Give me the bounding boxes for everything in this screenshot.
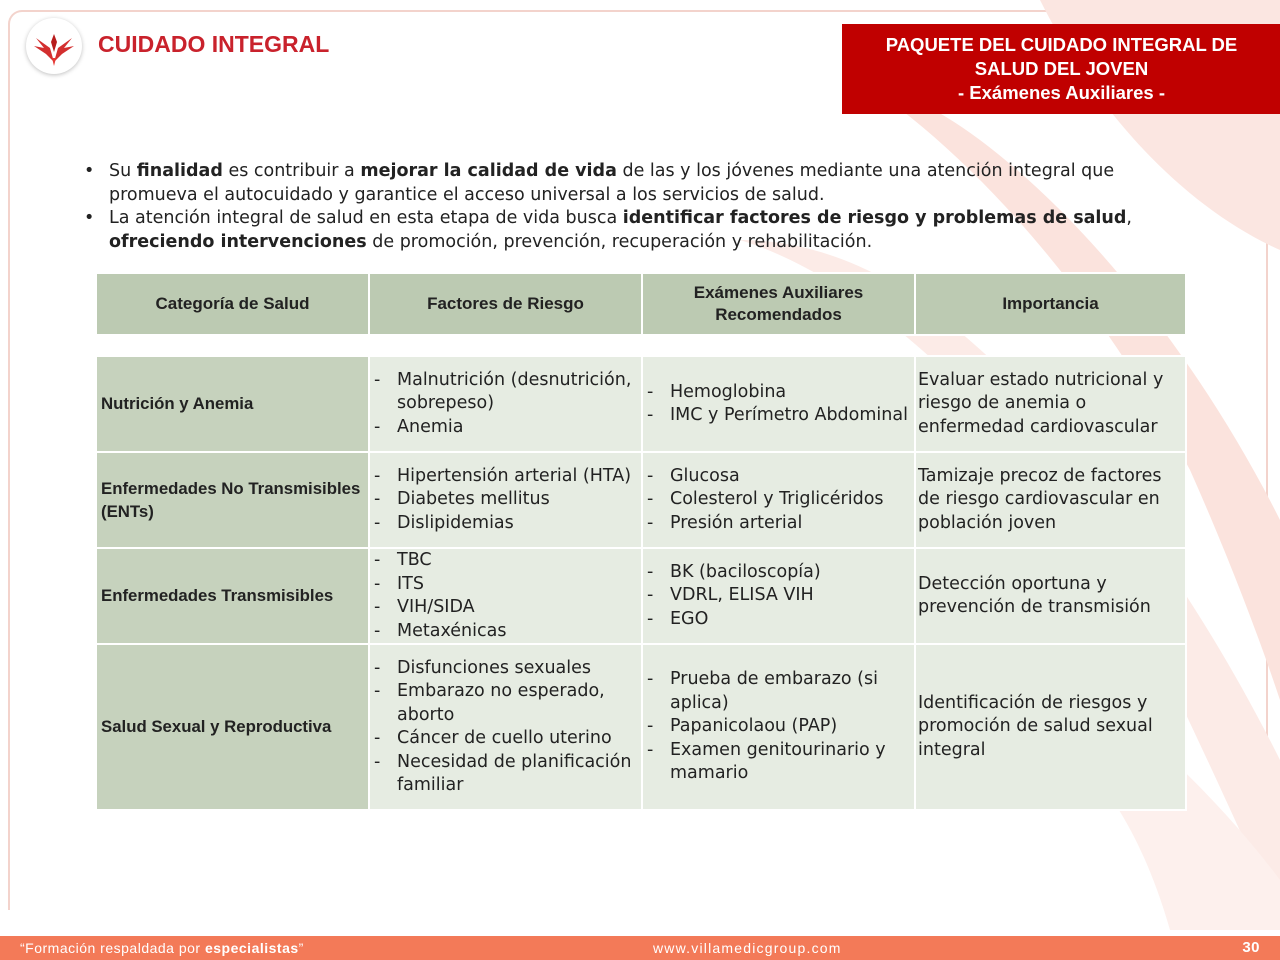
intro-text-run: La atención integral de salud en esta etapa de vida busca (109, 208, 623, 228)
list-item: - Metaxénicas (370, 620, 641, 644)
intro-text-run: es contribuir a (222, 161, 361, 181)
brand-title: CUIDADO INTEGRAL (98, 31, 330, 57)
list-item: - Glucosa (643, 465, 914, 489)
exams-list (643, 668, 914, 786)
slide-title-box (842, 24, 1280, 114)
exams-list (643, 381, 914, 428)
list-item: - Anemia (370, 416, 641, 440)
list-item: - IMC y Perímetro Abdominal (643, 404, 914, 428)
list-item: - VIH/SIDA (370, 596, 641, 620)
list-item: - ITS (370, 573, 641, 597)
list-item: - Presión arterial (643, 512, 914, 536)
list-item: - Embarazo no esperado, aborto (370, 680, 641, 727)
category-cell: Salud Sexual y Reproductiva (96, 644, 369, 810)
footer-bar (0, 936, 1280, 960)
list-item: - Diabetes mellitus (370, 488, 641, 512)
risk-factors-list (370, 465, 641, 536)
category-cell: Enfermedades Transmisibles (96, 548, 369, 644)
intro-text (84, 160, 1184, 254)
bullet-dot-icon: • (84, 161, 95, 181)
page-number: 30 (1242, 939, 1260, 956)
list-item: - Papanicolaou (PAP) (643, 715, 914, 739)
risk-factors-cell (369, 356, 642, 452)
risk-factors-list (370, 549, 641, 643)
exams-cell (642, 644, 915, 810)
intro-bullet-1 (84, 160, 1184, 207)
list-item: - Hemoglobina (643, 381, 914, 405)
intro-bold-run: identificar factores de riesgo y problemas de salud (622, 208, 1127, 228)
intro-bullet-2 (84, 207, 1184, 254)
header-category: Categoría de Salud (96, 273, 369, 335)
phoenix-logo-icon (26, 18, 82, 74)
list-item: - TBC (370, 549, 641, 573)
header-importance: Importancia (915, 273, 1186, 335)
table-header (95, 272, 1187, 336)
category-cell: Nutrición y Anemia (96, 356, 369, 452)
intro-bold-run: mejorar la calidad de vida (360, 161, 617, 181)
slide-title-line-3: - Exámenes Auxiliares - (957, 82, 1166, 103)
intro-bold-run: ofreciendo intervenciones (109, 231, 367, 252)
intro-bold-run: finalidad (136, 161, 223, 181)
importance-cell: Evaluar estado nutricional y riesgo de anemia o enfermedad cardiovascular (915, 356, 1186, 452)
importance-cell: Detección oportuna y prevención de transmisión (915, 548, 1186, 644)
table-row (96, 452, 1186, 548)
intro-text-run: de promoción, prevención, recuperación y rehabilitación. (366, 231, 873, 252)
slogan-bold: especialistas (204, 940, 299, 956)
risk-factors-cell (369, 548, 642, 644)
exams-list (643, 465, 914, 536)
exams-cell (642, 356, 915, 452)
risk-factors-cell (369, 452, 642, 548)
footer-slogan (20, 940, 304, 956)
risk-factors-list (370, 369, 641, 440)
bullet-dot-icon: • (84, 208, 95, 228)
exams-list (643, 561, 914, 632)
list-item: - Cáncer de cuello uterino (370, 727, 641, 751)
slide-title-line-1: PAQUETE DEL CUIDADO INTEGRAL DE (885, 34, 1238, 55)
list-item: - BK (baciloscopía) (643, 561, 914, 585)
slogan-text: ” (298, 940, 304, 956)
category-cell: Enfermedades No Transmisibles (ENTs) (96, 452, 369, 548)
health-table (95, 355, 1187, 811)
exams-cell (642, 452, 915, 548)
list-item: - Malnutrición (desnutrición, sobrepeso) (370, 369, 641, 416)
footer-website-link[interactable]: www.villamedicgroup.com (653, 940, 842, 956)
intro-text-run: , (1126, 208, 1132, 228)
importance-cell: Tamizaje precoz de factores de riesgo cardiovascular en población joven (915, 452, 1186, 548)
list-item: - Prueba de embarazo (si aplica) (643, 668, 914, 715)
risk-factors-cell (369, 644, 642, 810)
table-row (96, 356, 1186, 452)
list-item: - Dislipidemias (370, 512, 641, 536)
slide-title-line-2: SALUD DEL JOVEN (974, 58, 1149, 79)
intro-text-run: Su (109, 161, 137, 181)
list-item: - VDRL, ELISA VIH (643, 584, 914, 608)
list-item: - Disfunciones sexuales (370, 657, 641, 681)
slogan-text: “Formación respaldada por (20, 940, 205, 956)
header-risk-factors: Factores de Riesgo (369, 273, 642, 335)
list-item: - EGO (643, 608, 914, 632)
header-exams: Exámenes Auxiliares Recomendados (642, 273, 915, 335)
list-item: - Hipertensión arterial (HTA) (370, 465, 641, 489)
list-item: - Necesidad de planificación familiar (370, 751, 641, 798)
health-table-body (96, 356, 1186, 810)
risk-factors-list (370, 657, 641, 798)
table-row (96, 644, 1186, 810)
list-item: - Examen genitourinario y mamario (643, 739, 914, 786)
exams-cell (642, 548, 915, 644)
importance-cell: Identificación de riesgos y promoción de salud sexual integral (915, 644, 1186, 810)
table-row (96, 548, 1186, 644)
intro-text-run: de las y los jóvenes mediante una atención integral que promueva el autocuidado y garantice el acceso universal a los servicios de salud. (109, 161, 1115, 205)
list-item: - Colesterol y Triglicéridos (643, 488, 914, 512)
